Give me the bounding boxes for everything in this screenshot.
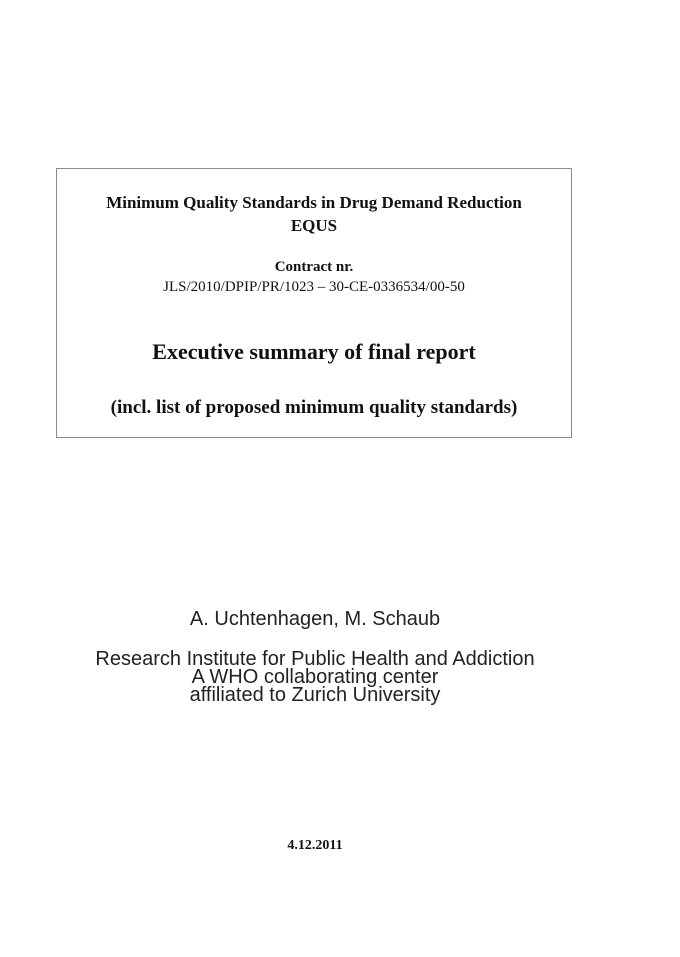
contract-label: Contract nr. (274, 259, 354, 275)
affiliation-institute: Research Institute for Public Health and Addiction (95, 648, 535, 670)
summary-subtitle: (incl. list of proposed minimum quality standards) (110, 397, 518, 418)
authors: A. Uchtenhagen, M. Schaub (189, 608, 441, 630)
document-title: Minimum Quality Standards in Drug Demand Reduction (106, 193, 522, 212)
summary-title: Executive summary of final report (152, 339, 476, 364)
title-box (56, 168, 572, 438)
project-acronym: EQUS (290, 216, 338, 235)
report-date: 4.12.2011 (287, 838, 343, 853)
affiliation-who-center: A WHO collaborating center (191, 666, 439, 688)
affiliation-university: affiliated to Zurich University (189, 684, 441, 706)
contract-number: JLS/2010/DPIP/PR/1023 – 30-CE-0336534/00-50 (163, 279, 465, 295)
